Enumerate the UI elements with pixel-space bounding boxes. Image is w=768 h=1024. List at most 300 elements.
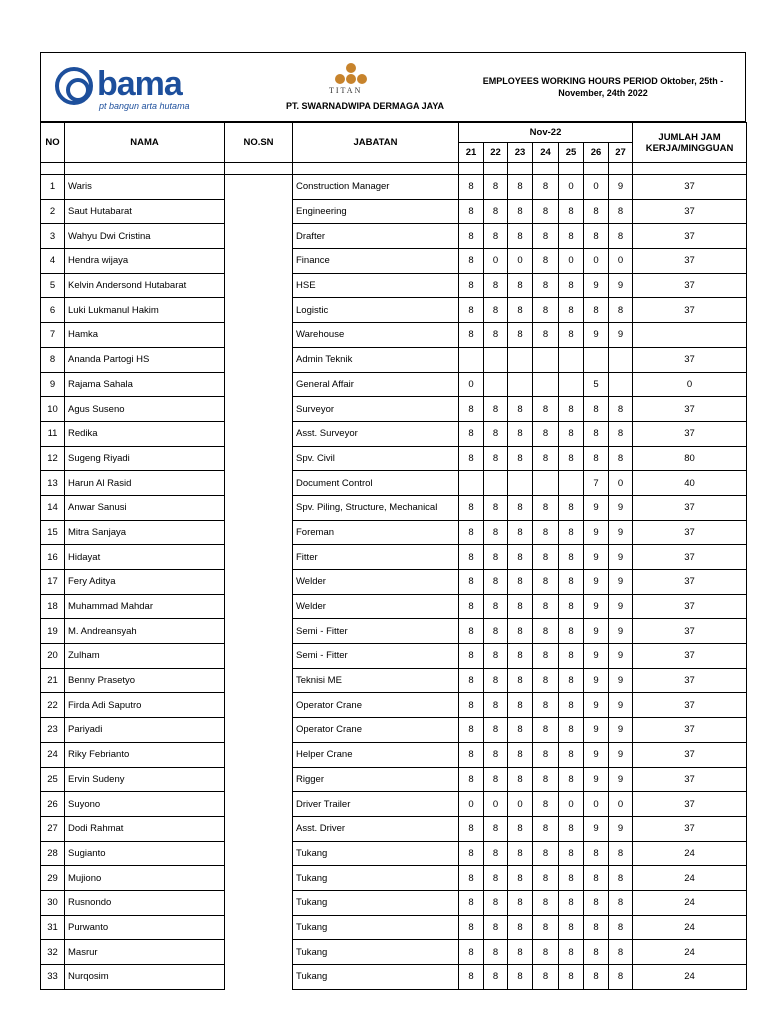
cell-jabatan: Tukang: [293, 890, 459, 915]
cell-jabatan: HSE: [293, 273, 459, 298]
cell-total: 24: [633, 890, 747, 915]
cell-day-hours: 8: [584, 866, 609, 891]
table-row: [41, 199, 747, 224]
cell-day-hours: 8: [533, 397, 559, 422]
cell-day-hours: 8: [559, 816, 584, 841]
cell-nosn: [225, 693, 293, 718]
cell-day-hours: 0: [459, 792, 484, 817]
cell-day-hours: 8: [459, 323, 484, 348]
cell-no: 23: [41, 718, 65, 743]
cell-day-hours: 8: [508, 718, 533, 743]
cell-nama: Hamka: [65, 323, 225, 348]
cell-day-hours: 8: [533, 520, 559, 545]
cell-no: 32: [41, 940, 65, 965]
cell-nama: Mitra Sanjaya: [65, 520, 225, 545]
report-header: [40, 52, 746, 122]
cell-jabatan: Tukang: [293, 965, 459, 990]
cell-no: 22: [41, 693, 65, 718]
cell-no: 33: [41, 965, 65, 990]
col-header-nosn: NO.SN: [225, 123, 293, 163]
cell-day-hours: 0: [459, 372, 484, 397]
cell-day-hours: 8: [459, 644, 484, 669]
cell-day-hours: 8: [559, 866, 584, 891]
cell-nama: Hendra wijaya: [65, 249, 225, 274]
cell-day-hours: 8: [459, 594, 484, 619]
cell-total: 0: [633, 372, 747, 397]
col-header-total: [633, 123, 747, 163]
cell-day-hours: 8: [508, 915, 533, 940]
cell-day-hours: 8: [459, 742, 484, 767]
table-row: [41, 495, 747, 520]
col-header-day: 25: [559, 143, 584, 163]
titan-logo: [277, 61, 453, 117]
cell-day-hours: 7: [584, 471, 609, 496]
cell-nama: Waris: [65, 175, 225, 200]
cell-jabatan: Operator Crane: [293, 718, 459, 743]
cell-day-hours: 8: [508, 841, 533, 866]
cell-day-hours: 8: [533, 323, 559, 348]
cell-nama: Muhammad Mahdar: [65, 594, 225, 619]
col-header-total-line1: JUMLAH JAM: [658, 131, 721, 143]
cell-nama: Wahyu Dwi Cristina: [65, 224, 225, 249]
cell-nosn: [225, 594, 293, 619]
cell-total: 37: [633, 421, 747, 446]
titan-logo-word: TITAN: [329, 86, 363, 95]
cell-day-hours: 8: [559, 742, 584, 767]
cell-no: 24: [41, 742, 65, 767]
cell-day-hours: 5: [584, 372, 609, 397]
cell-day-hours: 8: [508, 570, 533, 595]
cell-day-hours: 8: [459, 890, 484, 915]
report-title: [463, 75, 743, 99]
cell-total: 37: [633, 644, 747, 669]
cell-total: 37: [633, 792, 747, 817]
col-header-day: 23: [508, 143, 533, 163]
cell-day-hours: 8: [533, 940, 559, 965]
cell-day-hours: 8: [584, 446, 609, 471]
cell-day-hours: 8: [459, 915, 484, 940]
cell-day-hours: 9: [584, 495, 609, 520]
table-row: [41, 767, 747, 792]
cell-day-hours: 8: [533, 594, 559, 619]
cell-day-hours: 8: [459, 841, 484, 866]
cell-no: 29: [41, 866, 65, 891]
cell-day-hours: 8: [508, 545, 533, 570]
cell-nosn: [225, 249, 293, 274]
cell-day-hours: 8: [508, 742, 533, 767]
cell-nosn: [225, 545, 293, 570]
cell-total: [633, 323, 747, 348]
cell-day-hours: 9: [609, 520, 633, 545]
cell-day-hours: 8: [584, 965, 609, 990]
cell-nosn: [225, 866, 293, 891]
cell-day-hours: [609, 347, 633, 372]
cell-nama: Fery Aditya: [65, 570, 225, 595]
cell-no: 17: [41, 570, 65, 595]
cell-day-hours: 8: [559, 915, 584, 940]
cell-day-hours: 8: [559, 199, 584, 224]
cell-day-hours: 8: [508, 421, 533, 446]
cell-no: 18: [41, 594, 65, 619]
cell-no: 25: [41, 767, 65, 792]
cell-jabatan: General Affair: [293, 372, 459, 397]
cell-total: 24: [633, 915, 747, 940]
cell-nosn: [225, 323, 293, 348]
cell-day-hours: 8: [508, 323, 533, 348]
cell-day-hours: 8: [559, 224, 584, 249]
cell-day-hours: 8: [533, 792, 559, 817]
cell-day-hours: [533, 372, 559, 397]
company-name: PT. SWARNADWIPA DERMAGA JAYA: [285, 101, 445, 111]
cell-day-hours: 8: [484, 224, 508, 249]
cell-no: 30: [41, 890, 65, 915]
cell-day-hours: 8: [484, 890, 508, 915]
cell-no: 28: [41, 841, 65, 866]
table-row: [41, 273, 747, 298]
table-row: [41, 644, 747, 669]
cell-jabatan: Rigger: [293, 767, 459, 792]
cell-nama: Suyono: [65, 792, 225, 817]
cell-day-hours: 8: [508, 495, 533, 520]
cell-no: 4: [41, 249, 65, 274]
cell-nama: Saut Hutabarat: [65, 199, 225, 224]
cell-jabatan: Drafter: [293, 224, 459, 249]
table-row: [41, 718, 747, 743]
cell-day-hours: 0: [559, 175, 584, 200]
cell-day-hours: 8: [533, 249, 559, 274]
cell-no: 16: [41, 545, 65, 570]
table-row: [41, 619, 747, 644]
cell-jabatan: Construction Manager: [293, 175, 459, 200]
cell-total: 37: [633, 224, 747, 249]
table-row: [41, 323, 747, 348]
cell-day-hours: 9: [584, 570, 609, 595]
cell-total: 37: [633, 816, 747, 841]
cell-nama: Firda Adi Saputro: [65, 693, 225, 718]
col-header-day: 22: [484, 143, 508, 163]
cell-day-hours: 8: [459, 718, 484, 743]
cell-day-hours: 8: [559, 940, 584, 965]
cell-jabatan: Tukang: [293, 940, 459, 965]
cell-day-hours: 8: [484, 742, 508, 767]
cell-day-hours: [484, 347, 508, 372]
cell-day-hours: 8: [459, 816, 484, 841]
cell-nosn: [225, 816, 293, 841]
cell-day-hours: 9: [584, 619, 609, 644]
cell-day-hours: 8: [533, 668, 559, 693]
cell-day-hours: 8: [484, 767, 508, 792]
cell-nosn: [225, 965, 293, 990]
table-row: [41, 298, 747, 323]
cell-nosn: [225, 718, 293, 743]
cell-jabatan: Asst. Driver: [293, 816, 459, 841]
cell-nama: Dodi Rahmat: [65, 816, 225, 841]
cell-day-hours: 8: [459, 199, 484, 224]
cell-total: 37: [633, 175, 747, 200]
cell-nama: Sugeng Riyadi: [65, 446, 225, 471]
cell-total: 37: [633, 545, 747, 570]
cell-nosn: [225, 175, 293, 200]
cell-day-hours: 8: [508, 866, 533, 891]
cell-nama: Luki Lukmanul Hakim: [65, 298, 225, 323]
cell-nosn: [225, 298, 293, 323]
cell-day-hours: 8: [508, 619, 533, 644]
cell-day-hours: 8: [508, 890, 533, 915]
cell-day-hours: 8: [533, 841, 559, 866]
cell-day-hours: 8: [533, 421, 559, 446]
cell-jabatan: Tukang: [293, 915, 459, 940]
cell-total: 24: [633, 841, 747, 866]
cell-day-hours: 8: [508, 767, 533, 792]
cell-day-hours: 8: [584, 841, 609, 866]
cell-day-hours: 8: [533, 446, 559, 471]
cell-day-hours: 8: [584, 915, 609, 940]
cell-nama: Sugianto: [65, 841, 225, 866]
cell-day-hours: 8: [559, 668, 584, 693]
cell-jabatan: Logistic: [293, 298, 459, 323]
cell-total: 37: [633, 347, 747, 372]
cell-day-hours: [533, 471, 559, 496]
cell-no: 3: [41, 224, 65, 249]
cell-day-hours: 8: [609, 965, 633, 990]
cell-day-hours: 8: [559, 619, 584, 644]
cell-nosn: [225, 619, 293, 644]
cell-day-hours: 8: [559, 495, 584, 520]
cell-nama: Harun Al Rasid: [65, 471, 225, 496]
cell-total: 37: [633, 668, 747, 693]
table-row: [41, 668, 747, 693]
cell-day-hours: 9: [609, 718, 633, 743]
cell-day-hours: 8: [508, 594, 533, 619]
col-header-day: 26: [584, 143, 609, 163]
cell-jabatan: Admin Teknik: [293, 347, 459, 372]
cell-nama: Kelvin Andersond Hutabarat: [65, 273, 225, 298]
cell-day-hours: 8: [484, 495, 508, 520]
cell-no: 1: [41, 175, 65, 200]
cell-nama: Hidayat: [65, 545, 225, 570]
cell-no: 9: [41, 372, 65, 397]
cell-day-hours: 8: [508, 175, 533, 200]
cell-day-hours: 8: [484, 644, 508, 669]
cell-day-hours: 0: [609, 792, 633, 817]
cell-day-hours: 0: [484, 792, 508, 817]
cell-day-hours: 9: [609, 668, 633, 693]
cell-nosn: [225, 199, 293, 224]
table-row: [41, 570, 747, 595]
cell-day-hours: 8: [559, 421, 584, 446]
cell-day-hours: 0: [508, 249, 533, 274]
cell-day-hours: 8: [609, 890, 633, 915]
table-row: [41, 175, 747, 200]
cell-day-hours: 8: [484, 866, 508, 891]
cell-jabatan: Asst. Surveyor: [293, 421, 459, 446]
cell-day-hours: 8: [533, 718, 559, 743]
cell-day-hours: 8: [609, 841, 633, 866]
cell-total: 37: [633, 767, 747, 792]
cell-jabatan: Welder: [293, 594, 459, 619]
cell-nosn: [225, 915, 293, 940]
cell-nama: Agus Suseno: [65, 397, 225, 422]
cell-jabatan: Spv. Civil: [293, 446, 459, 471]
cell-day-hours: 8: [533, 175, 559, 200]
cell-day-hours: 8: [584, 298, 609, 323]
table-row: [41, 397, 747, 422]
cell-nama: Anwar Sanusi: [65, 495, 225, 520]
cell-day-hours: 8: [459, 175, 484, 200]
cell-total: 24: [633, 940, 747, 965]
cell-day-hours: 8: [559, 890, 584, 915]
cell-day-hours: 9: [609, 570, 633, 595]
cell-day-hours: 9: [584, 693, 609, 718]
col-header-day: 24: [533, 143, 559, 163]
table-row: [41, 693, 747, 718]
cell-nosn: [225, 742, 293, 767]
cell-day-hours: 8: [559, 718, 584, 743]
cell-nosn: [225, 940, 293, 965]
cell-day-hours: [559, 471, 584, 496]
cell-day-hours: 8: [609, 298, 633, 323]
cell-day-hours: 8: [533, 545, 559, 570]
cell-day-hours: 8: [459, 520, 484, 545]
cell-day-hours: [559, 372, 584, 397]
cell-day-hours: 8: [609, 224, 633, 249]
cell-day-hours: 8: [459, 249, 484, 274]
cell-day-hours: 8: [609, 397, 633, 422]
table-row: [41, 866, 747, 891]
cell-jabatan: Semi - Fitter: [293, 644, 459, 669]
cell-day-hours: 8: [484, 199, 508, 224]
table-row: [41, 816, 747, 841]
cell-total: 80: [633, 446, 747, 471]
cell-day-hours: 8: [459, 273, 484, 298]
col-header-no: NO: [41, 123, 65, 163]
cell-day-hours: [459, 347, 484, 372]
cell-jabatan: Warehouse: [293, 323, 459, 348]
cell-total: 37: [633, 619, 747, 644]
cell-day-hours: 8: [484, 421, 508, 446]
table-row: [41, 224, 747, 249]
cell-day-hours: 8: [484, 397, 508, 422]
cell-nosn: [225, 570, 293, 595]
cell-day-hours: 8: [484, 594, 508, 619]
cell-nama: Rajama Sahala: [65, 372, 225, 397]
cell-day-hours: 8: [459, 545, 484, 570]
cell-day-hours: 9: [584, 273, 609, 298]
cell-day-hours: 8: [533, 693, 559, 718]
cell-day-hours: 9: [609, 594, 633, 619]
cell-day-hours: 8: [533, 570, 559, 595]
cell-day-hours: 9: [609, 619, 633, 644]
cell-day-hours: 8: [559, 767, 584, 792]
cell-day-hours: 8: [559, 446, 584, 471]
cell-jabatan: Tukang: [293, 841, 459, 866]
cell-day-hours: 0: [484, 249, 508, 274]
cell-day-hours: 8: [533, 199, 559, 224]
cell-day-hours: 8: [459, 495, 484, 520]
cell-day-hours: 8: [484, 298, 508, 323]
cell-day-hours: 9: [584, 520, 609, 545]
cell-day-hours: 8: [459, 421, 484, 446]
cell-day-hours: 0: [584, 175, 609, 200]
table-row: [41, 792, 747, 817]
cell-day-hours: 8: [559, 644, 584, 669]
cell-day-hours: 8: [508, 397, 533, 422]
cell-day-hours: 8: [584, 940, 609, 965]
cell-nosn: [225, 644, 293, 669]
cell-day-hours: 8: [609, 915, 633, 940]
cell-nama: Ervin Sudeny: [65, 767, 225, 792]
cell-day-hours: 8: [459, 619, 484, 644]
cell-nama: Nurqosim: [65, 965, 225, 990]
table-row: [41, 520, 747, 545]
cell-jabatan: Welder: [293, 570, 459, 595]
cell-day-hours: 0: [559, 249, 584, 274]
cell-day-hours: [533, 347, 559, 372]
cell-total: 24: [633, 866, 747, 891]
cell-no: 8: [41, 347, 65, 372]
cell-nama: Riky Febrianto: [65, 742, 225, 767]
cell-day-hours: 8: [484, 915, 508, 940]
col-header-day: 21: [459, 143, 484, 163]
cell-total: 37: [633, 298, 747, 323]
bama-logo: [55, 65, 215, 115]
cell-nosn: [225, 520, 293, 545]
cell-day-hours: 8: [508, 816, 533, 841]
cell-day-hours: 8: [459, 446, 484, 471]
cell-day-hours: 8: [584, 199, 609, 224]
cell-day-hours: 8: [508, 520, 533, 545]
cell-day-hours: 8: [533, 644, 559, 669]
cell-no: 15: [41, 520, 65, 545]
cell-total: 37: [633, 273, 747, 298]
cell-day-hours: 8: [508, 668, 533, 693]
cell-jabatan: Document Control: [293, 471, 459, 496]
report-title-line2: November, 24th 2022: [558, 88, 648, 98]
spacer-row: [41, 163, 747, 175]
cell-jabatan: Tukang: [293, 866, 459, 891]
cell-day-hours: 8: [459, 570, 484, 595]
cell-total: 37: [633, 495, 747, 520]
cell-day-hours: 8: [508, 446, 533, 471]
cell-day-hours: 8: [508, 965, 533, 990]
cell-nosn: [225, 890, 293, 915]
cell-nosn: [225, 397, 293, 422]
cell-day-hours: 8: [559, 323, 584, 348]
titan-dots-icon: [331, 63, 371, 85]
cell-jabatan: Operator Crane: [293, 693, 459, 718]
cell-no: 27: [41, 816, 65, 841]
cell-day-hours: [508, 347, 533, 372]
cell-day-hours: 9: [609, 767, 633, 792]
cell-jabatan: Finance: [293, 249, 459, 274]
cell-jabatan: Fitter: [293, 545, 459, 570]
cell-day-hours: 8: [459, 298, 484, 323]
cell-no: 20: [41, 644, 65, 669]
cell-no: 5: [41, 273, 65, 298]
cell-day-hours: 8: [533, 816, 559, 841]
cell-nosn: [225, 446, 293, 471]
cell-day-hours: 8: [484, 668, 508, 693]
cell-nosn: [225, 273, 293, 298]
cell-day-hours: 8: [508, 298, 533, 323]
cell-day-hours: 8: [609, 866, 633, 891]
cell-total: 37: [633, 199, 747, 224]
cell-day-hours: 9: [584, 668, 609, 693]
cell-day-hours: 8: [533, 742, 559, 767]
cell-nosn: [225, 421, 293, 446]
cell-nosn: [225, 668, 293, 693]
cell-day-hours: 8: [484, 446, 508, 471]
